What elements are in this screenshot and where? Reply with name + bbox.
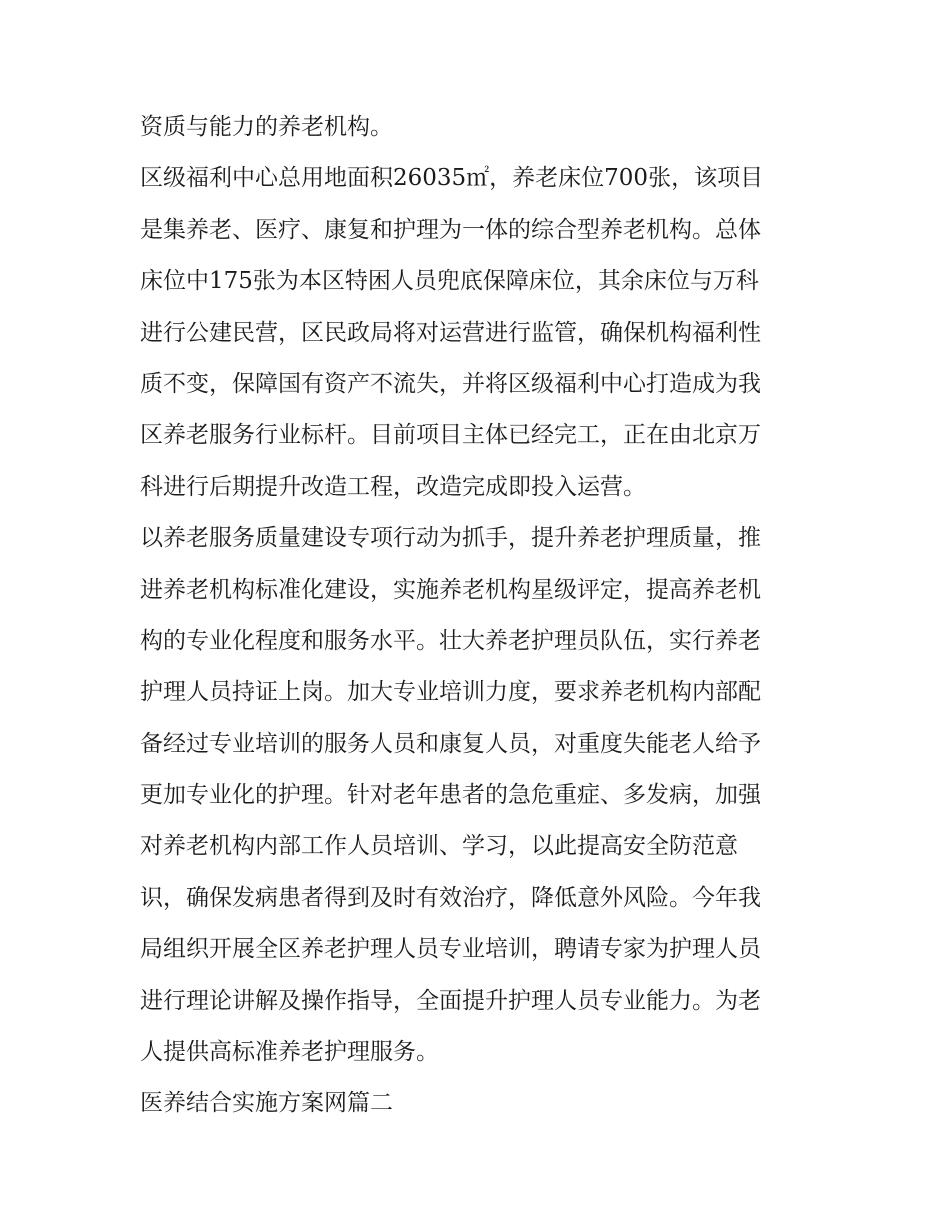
- text-line: 区养老服务行业标杆。目前项目主体已经完工，正在由北京万: [140, 422, 761, 449]
- text-line: 识，确保发病患者得到及时有效治疗，降低意外风险。今年我: [140, 884, 761, 911]
- text-line: 人提供高标准养老护理服务。: [140, 1039, 439, 1066]
- section-heading: 医养结合实施方案网篇二: [140, 1090, 393, 1117]
- text-line: 进行理论讲解及操作指导，全面提升护理人员专业能力。为老: [140, 987, 761, 1014]
- text-line: 备经过专业培训的服务人员和康复人员，对重度失能老人给予: [140, 730, 761, 757]
- text-line: 护理人员持证上岗。加大专业培训力度，要求养老机构内部配: [140, 679, 761, 706]
- text-line: 局组织开展全区养老护理人员专业培训，聘请专家为护理人员: [140, 936, 761, 963]
- text-line: 科进行后期提升改造工程，改造完成即投入运营。: [140, 473, 646, 500]
- text-line: 对养老机构内部工作人员培训、学习，以此提高安全防范意: [140, 833, 738, 860]
- text-line: 是集养老、医疗、康复和护理为一体的综合型养老机构。总体: [140, 216, 761, 243]
- text-line: 区级福利中心总用地面积26035㎡，养老床位700张，该项目: [140, 165, 764, 192]
- text-line: 资质与能力的养老机构。: [140, 114, 393, 140]
- text-line: 进行公建民营，区民政局将对运营进行监管，确保机构福利性: [140, 319, 761, 346]
- text-line: 床位中175张为本区特困人员兜底保障床位，其余床位与万科: [140, 268, 759, 295]
- text-line: 质不变，保障国有资产不流失，并将区级福利中心打造成为我: [140, 370, 761, 397]
- text-line: 构的专业化程度和服务水平。壮大养老护理员队伍，实行养老: [140, 627, 761, 654]
- text-line: 更加专业化的护理。针对老年患者的急危重症、多发病，加强: [140, 782, 761, 809]
- text-line: 进养老机构标准化建设，实施养老机构星级评定，提高养老机: [140, 576, 761, 603]
- document-body: [140, 102, 820, 1130]
- text-line: 以养老服务质量建设专项行动为抓手，提升养老护理质量，推: [140, 525, 761, 552]
